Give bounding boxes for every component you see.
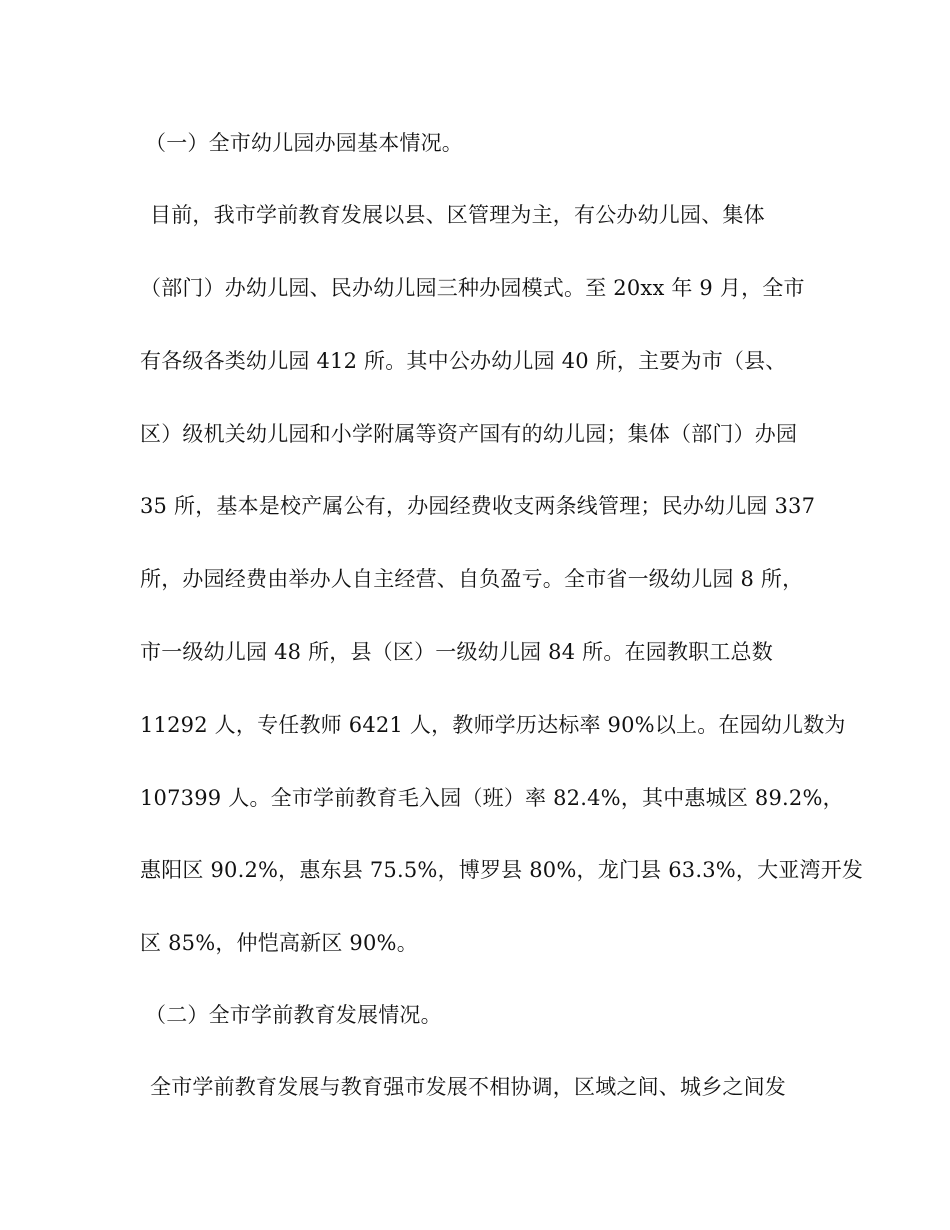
section-heading-1: （一）全市幼儿园办园基本情况。: [145, 131, 463, 155]
paragraph-line: 11292 人，专任教师 6421 人，教师学历达标率 90%以上。在园幼儿数为: [140, 713, 846, 737]
paragraph-line: 所，办园经费由举办人自主经营、自负盈亏。全市省一级幼儿园 8 所，: [140, 567, 804, 591]
section-heading-2: （二）全市学前教育发展情况。: [145, 1003, 442, 1027]
paragraph-line: 区）级机关幼儿园和小学附属等资产国有的幼儿园；集体（部门）办园: [140, 422, 798, 446]
paragraph-line: 全市学前教育发展与教育强市发展不相协调，区域之间、城乡之间发: [150, 1075, 786, 1099]
paragraph-line: 35 所，基本是校产属公有，办园经费收支两条线管理；民办幼儿园 337: [140, 494, 816, 518]
paragraph-line: 107399 人。全市学前教育毛入园（班）率 82.4%，其中惠城区 89.2%，: [140, 786, 844, 810]
paragraph-line: 目前，我市学前教育发展以县、区管理为主，有公办幼儿园、集体: [150, 203, 765, 227]
paragraph-line: 惠阳区 90.2%，惠东县 75.5%，博罗县 80%，龙门县 63.3%，大亚湾开发: [140, 858, 864, 882]
paragraph-line: 区 85%，仲恺高新区 90%。: [140, 931, 418, 955]
paragraph-line: 市一级幼儿园 48 所，县（区）一级幼儿园 84 所。在园教职工总数: [140, 640, 773, 664]
paragraph-line: 有各级各类幼儿园 412 所。其中公办幼儿园 40 所，主要为市（县、: [140, 349, 787, 373]
paragraph-line: （部门）办幼儿园、民办幼儿园三种办园模式。至 20xx 年 9 月，全市: [140, 276, 805, 300]
